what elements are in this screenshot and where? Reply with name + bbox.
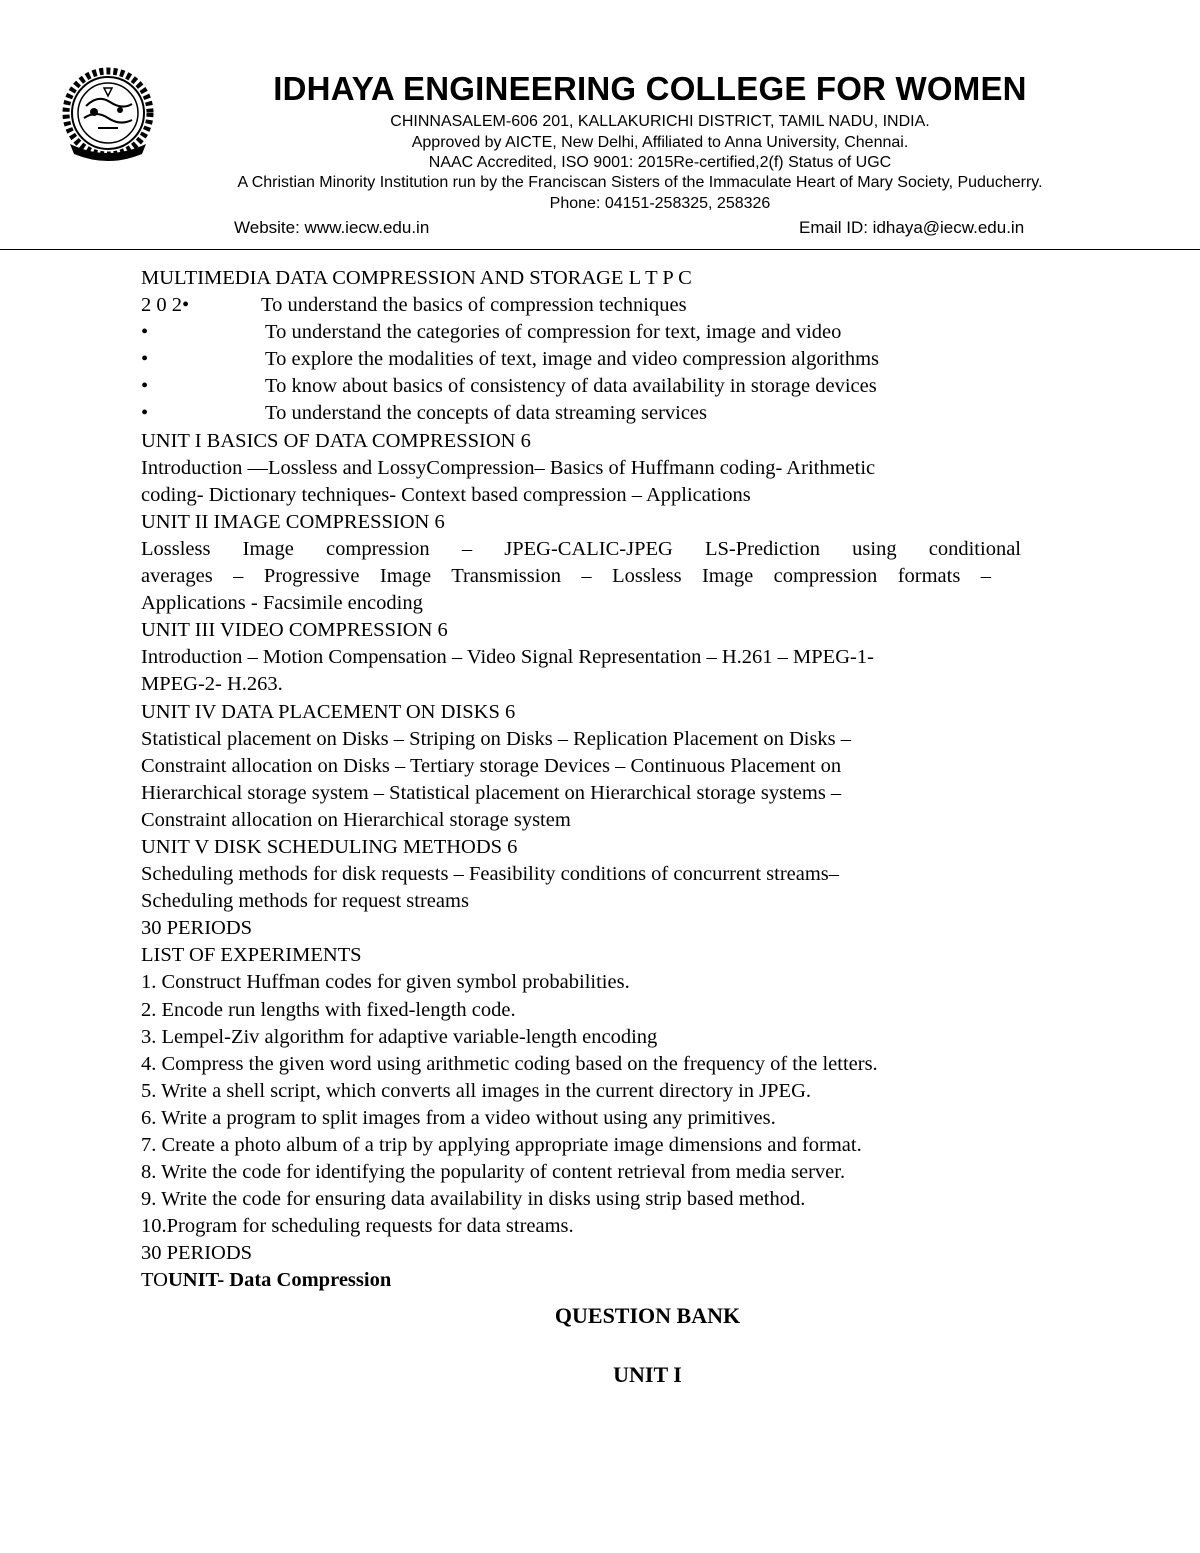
phone-line: Phone: 04151-258325, 258326 xyxy=(549,195,771,212)
college-address: CHINNASALEM-606 201, KALLAKURICHI DISTRICT, TAMIL NADU, INDIA. xyxy=(390,113,930,130)
approval-line: Approved by AICTE, New Delhi, Affiliated to Anna University, Chennai. xyxy=(411,134,909,151)
unit-3-title: UNIT III VIDEO COMPRESSION 6 xyxy=(141,619,448,642)
objective-row xyxy=(141,319,1021,346)
experiment-item: 2. Encode run lengths with fixed-length code. xyxy=(141,998,516,1021)
experiment-item: 10.Program for scheduling requests for data streams. xyxy=(141,1215,574,1238)
unit-1-line: coding- Dictionary techniques- Context based compression – Applications xyxy=(141,483,751,506)
unit-2-line: Applications - Facsimile encoding xyxy=(141,592,423,615)
unit-heading: UNIT I xyxy=(613,1362,682,1387)
bullet-icon: • xyxy=(182,294,190,317)
email-link[interactable]: Email ID: idhaya@iecw.edu.in xyxy=(799,218,1025,237)
website-link[interactable]: Website: www.iecw.edu.in xyxy=(234,218,430,237)
periods-label: 30 PERIODS xyxy=(141,917,253,940)
bullet-icon: • xyxy=(141,402,149,425)
unit-1-title: UNIT I BASICS OF DATA COMPRESSION 6 xyxy=(141,429,531,452)
objective-text: To understand the concepts of data streaming services xyxy=(265,402,708,425)
objective-row xyxy=(141,292,1021,319)
unit-2-line: Lossless Image compression – JPEG-CALIC-JPEG LS-Prediction using conditional xyxy=(141,537,1021,560)
college-seal-icon xyxy=(58,66,158,166)
unit-3-line: MPEG-2- H.263. xyxy=(141,673,283,696)
experiment-item: 8. Write the code for identifying the popularity of content retrieval from media server. xyxy=(141,1161,846,1184)
experiments-heading: LIST OF EXPERIMENTS xyxy=(141,944,362,967)
unit-5-line: Scheduling methods for disk requests – Feasibility conditions of concurrent streams– xyxy=(141,863,840,886)
course-title: MULTIMEDIA DATA COMPRESSION AND STORAGE L T P C xyxy=(141,267,692,289)
bullet-icon: • xyxy=(141,375,149,398)
minority-line: A Christian Minority Institution run by the Franciscan Sisters of the Immaculate Heart of Mary Society, Puducherry. xyxy=(237,174,1043,191)
unit-4-line: Constraint allocation on Disks – Tertiary storage Devices – Continuous Placement on xyxy=(141,754,842,777)
ltpc-values: 2 0 2• xyxy=(141,294,190,317)
experiment-item: 6. Write a program to split images from a video without using any primitives. xyxy=(141,1106,776,1129)
question-bank-heading: QUESTION BANK xyxy=(554,1303,741,1328)
unit-1-line: Introduction —Lossless and LossyCompression– Basics of Huffmann coding- Arithmetic xyxy=(141,456,876,479)
experiment-item: 1. Construct Huffman codes for given symbol probabilities. xyxy=(141,971,630,994)
to-unit-line xyxy=(141,1267,1021,1294)
objective-text: To explore the modalities of text, image and video compression algorithms xyxy=(265,348,879,371)
periods-label: 30 PERIODS xyxy=(141,1242,253,1265)
accreditation-line: NAAC Accredited, ISO 9001: 2015Re-certified,2(f) Status of UGC xyxy=(428,154,892,171)
unit-3-line: Introduction – Motion Compensation – Video Signal Representation – H.261 – MPEG-1- xyxy=(141,646,874,669)
bullet-icon: • xyxy=(141,348,149,371)
experiment-item: 9. Write the code for ensuring data availability in disks using strip based method. xyxy=(141,1188,806,1211)
bullet-icon: • xyxy=(141,321,149,344)
to-unit-title: UNIT- Data Compression xyxy=(167,1269,392,1292)
experiment-item: 7. Create a photo album of a trip by applying appropriate image dimensions and format. xyxy=(141,1134,862,1156)
letterhead xyxy=(0,0,1200,252)
objective-row xyxy=(141,346,1021,373)
experiment-item: 3. Lempel-Ziv algorithm for adaptive variable-length encoding xyxy=(141,1025,658,1048)
college-name: IDHAYA ENGINEERING COLLEGE FOR WOMEN xyxy=(273,70,1027,107)
unit-4-line: Constraint allocation on Hierarchical storage system xyxy=(141,808,571,831)
objective-text: To know about basics of consistency of data availability in storage devices xyxy=(265,375,877,398)
unit-2-title: UNIT II IMAGE COMPRESSION 6 xyxy=(141,510,445,533)
experiment-item: 4. Compress the given word using arithmetic coding based on the frequency of the letters. xyxy=(141,1052,878,1075)
unit-2-line: averages – Progressive Image Transmission – Lossless Image compression formats – xyxy=(141,565,991,588)
syllabus-body xyxy=(141,265,1021,1295)
objective-row xyxy=(141,400,1021,427)
to-prefix: TO xyxy=(141,1269,168,1292)
unit-4-line: Hierarchical storage system – Statistical placement on Hierarchical storage systems – xyxy=(141,781,842,804)
objective-text: To understand the basics of compression techniques xyxy=(261,294,687,317)
experiment-item: 5. Write a shell script, which converts all images in the current directory in JPEG. xyxy=(141,1079,811,1102)
objective-text: To understand the categories of compression for text, image and video xyxy=(265,321,842,344)
unit-5-title: UNIT V DISK SCHEDULING METHODS 6 xyxy=(141,835,518,858)
unit-4-line: Statistical placement on Disks – Striping on Disks – Replication Placement on Disks – xyxy=(141,727,852,750)
unit-5-line: Scheduling methods for request streams xyxy=(141,890,469,913)
header-divider xyxy=(0,249,1200,250)
unit-4-title: UNIT IV DATA PLACEMENT ON DISKS 6 xyxy=(141,700,516,723)
objective-row xyxy=(141,373,1021,400)
